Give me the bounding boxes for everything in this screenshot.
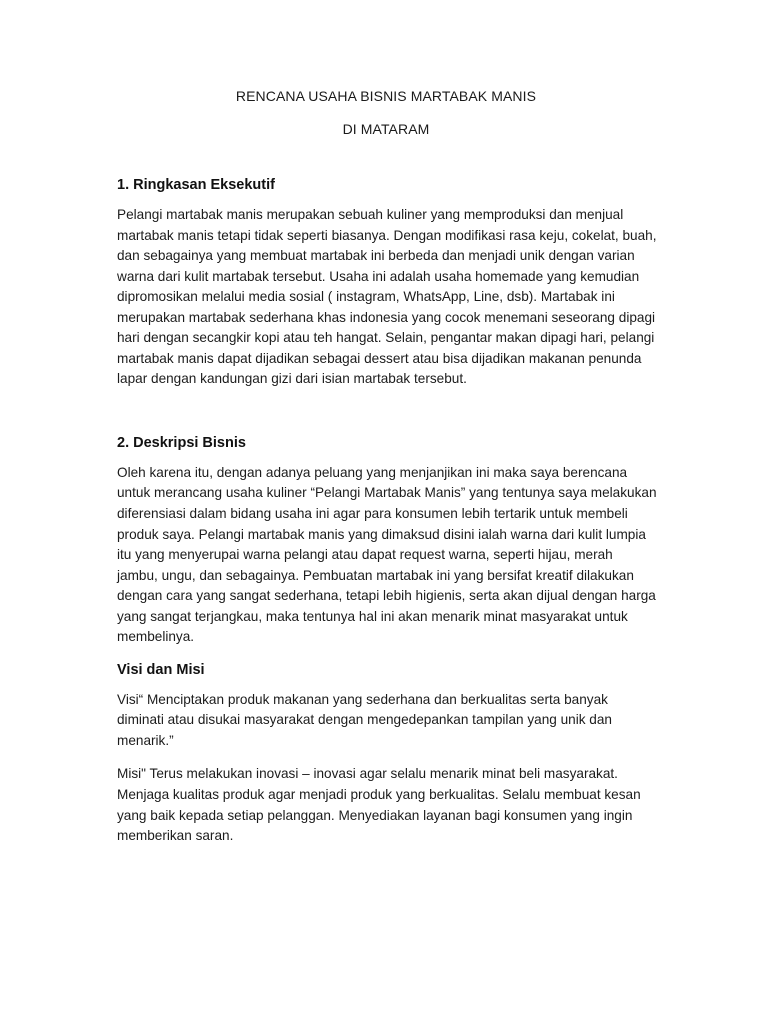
document-subtitle: DI MATARAM <box>342 121 430 137</box>
paragraph-deskripsi-bisnis: Oleh karena itu, dengan adanya peluang yang menjanjikan ini maka saya berencana untuk merancang usaha kuliner “Pelangi Martabak Manis” yang tentunya saya melakukan diferensiasi dalam bidang usaha ini agar para konsumen lebih tertarik untuk membeli produk saya. Pelangi martabak manis yang dimaksud disini ialah warna dari kulit lumpia itu yang menyerupai warna pelangi atau dapat request warna, seperti hijau, merah jambu, ungu, dan sebagainya. Pembuatan martabak ini yang bersifat kreatif dilakukan dengan cara yang sangat sederhana, tetapi lebih higienis, serta akan dijual dengan harga yang sangat terjangkau, maka tentunya hal ini akan menarik minat masyarakat untuk membelinya. <box>117 464 657 645</box>
section-heading-ringkasan-eksekutif: 1. Ringkasan Eksekutif <box>117 177 275 193</box>
section-heading-deskripsi-bisnis: 2. Deskripsi Bisnis <box>117 434 246 451</box>
paragraph-misi: Misi" Terus melakukan inovasi – inovasi agar selalu menarik minat beli masyarakat. Menjaga kualitas produk agar menjadi produk yang berkualitas. Selalu membuat kesan yang baik kepada setiap pelanggan. Menyediakan layanan bagi konsumen yang ingin memberikan saran. <box>117 766 641 844</box>
paragraph-visi: Visi“ Menciptakan produk makanan yang sederhana dan berkualitas serta banyak diminati atau disukai masyarakat dengan mengedepankan tampilan yang unik dan menarik.” <box>117 691 612 748</box>
paragraph-ringkasan-eksekutif: Pelangi martabak manis merupakan sebuah kuliner yang memproduksi dan menjual martabak manis tetapi tidak seperti biasanya. Dengan modifikasi rasa keju, cokelat, buah, dan sebagainya yang membuat martabak ini berbeda dan menjadi unik dengan varian warna dari kulit martabak tersebut. Usaha ini adalah usaha homemade yang kemudian dipromosikan melalui media sosial ( instagram, WhatsApp, Line, dsb). Martabak ini merupakan martabak sederhana khas indonesia yang cocok menemani seseorang dipagi hari dengan secangkir kopi atau teh hangat. Selain, pengantar makan dipagi hari, pelangi martabak manis dapat dijadikan sebagai dessert atau bisa dijadikan makanan penunda lapar dengan kandungan gizi dari isian martabak tersebut. <box>117 207 657 387</box>
document-title: RENCANA USAHA BISNIS MARTABAK MANIS <box>235 88 537 104</box>
document-content <box>117 86 657 847</box>
section-heading-visi-misi: Visi dan Misi <box>117 661 205 678</box>
